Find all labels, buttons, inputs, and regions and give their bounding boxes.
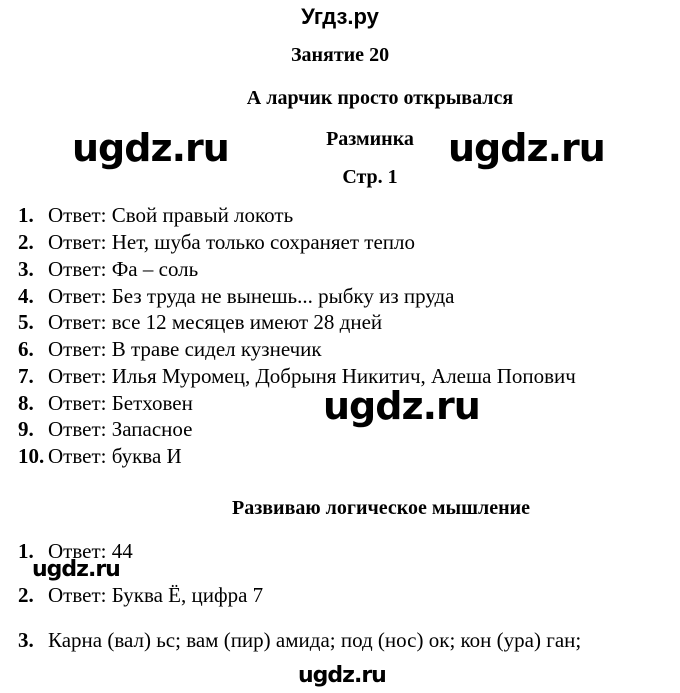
answer-number: 1. (18, 203, 34, 227)
answer-item (18, 283, 455, 309)
answer-item (18, 309, 382, 335)
answer-text: Ответ: Фа – соль (48, 257, 199, 281)
answer-text: Ответ: Свой правый локоть (48, 203, 294, 227)
answer-number: 2. (18, 583, 34, 607)
watermark-bottom: ugdz.ru (298, 663, 386, 688)
answer-item (18, 363, 576, 389)
answer-item (18, 229, 415, 255)
page-number: Стр. 1 (342, 166, 398, 188)
watermark-right: ugdz.ru (448, 126, 605, 170)
lesson-subtitle: А ларчик просто открывался (246, 87, 514, 109)
answer-number: 8. (18, 391, 34, 415)
answer-text: Ответ: В траве сидел кузнечик (48, 337, 322, 361)
section-title-warmup: Разминка (326, 128, 414, 150)
answer-number: 4. (18, 284, 34, 308)
watermark-small: ugdz.ru (32, 557, 120, 582)
answer-text: Ответ: Нет, шуба только сохраняет тепло (48, 230, 415, 254)
answer-item (18, 416, 192, 442)
answer-number: 3. (18, 257, 34, 281)
answer-number: 9. (18, 417, 34, 441)
answer-number: 10. (18, 444, 45, 468)
answer-item (18, 582, 263, 608)
answer-number: 3. (18, 628, 34, 652)
answer-text: Ответ: все 12 месяцев имеют 28 дней (48, 310, 383, 334)
lesson-heading: Занятие 20 (290, 44, 390, 66)
answer-number: 7. (18, 364, 34, 388)
answer-item (18, 627, 581, 653)
section-title-logic: Развиваю логическое мышление (232, 497, 531, 519)
answer-text: Ответ: буква И (48, 444, 182, 468)
answer-item (18, 390, 193, 416)
answer-text: Ответ: Буква Ё, цифра 7 (48, 583, 264, 607)
answer-number: 6. (18, 337, 34, 361)
watermark-left: ugdz.ru (72, 126, 229, 170)
answer-number: 5. (18, 310, 34, 334)
answer-item (18, 443, 182, 469)
answer-text: Ответ: 44 (48, 539, 133, 563)
site-title: Угдз.ру (301, 4, 379, 29)
answer-item (18, 256, 198, 282)
answer-text: Ответ: Запасное (48, 417, 193, 441)
answer-text: Карна (вал) ьс; вам (пир) амида; под (нос) ок; кон (ура) ган; (48, 628, 582, 652)
answer-item (18, 336, 322, 362)
answer-text: Ответ: Бетховен (48, 391, 193, 415)
answer-text: Ответ: Без труда не вынешь... рыбку из пруда (48, 284, 455, 308)
answer-number: 2. (18, 230, 34, 254)
watermark-middle: ugdz.ru (323, 384, 480, 428)
answer-text: Ответ: Илья Муромец, Добрыня Никитич, Алеша Попович (48, 364, 576, 388)
answer-number: 1. (18, 539, 34, 563)
answer-item (18, 202, 293, 228)
